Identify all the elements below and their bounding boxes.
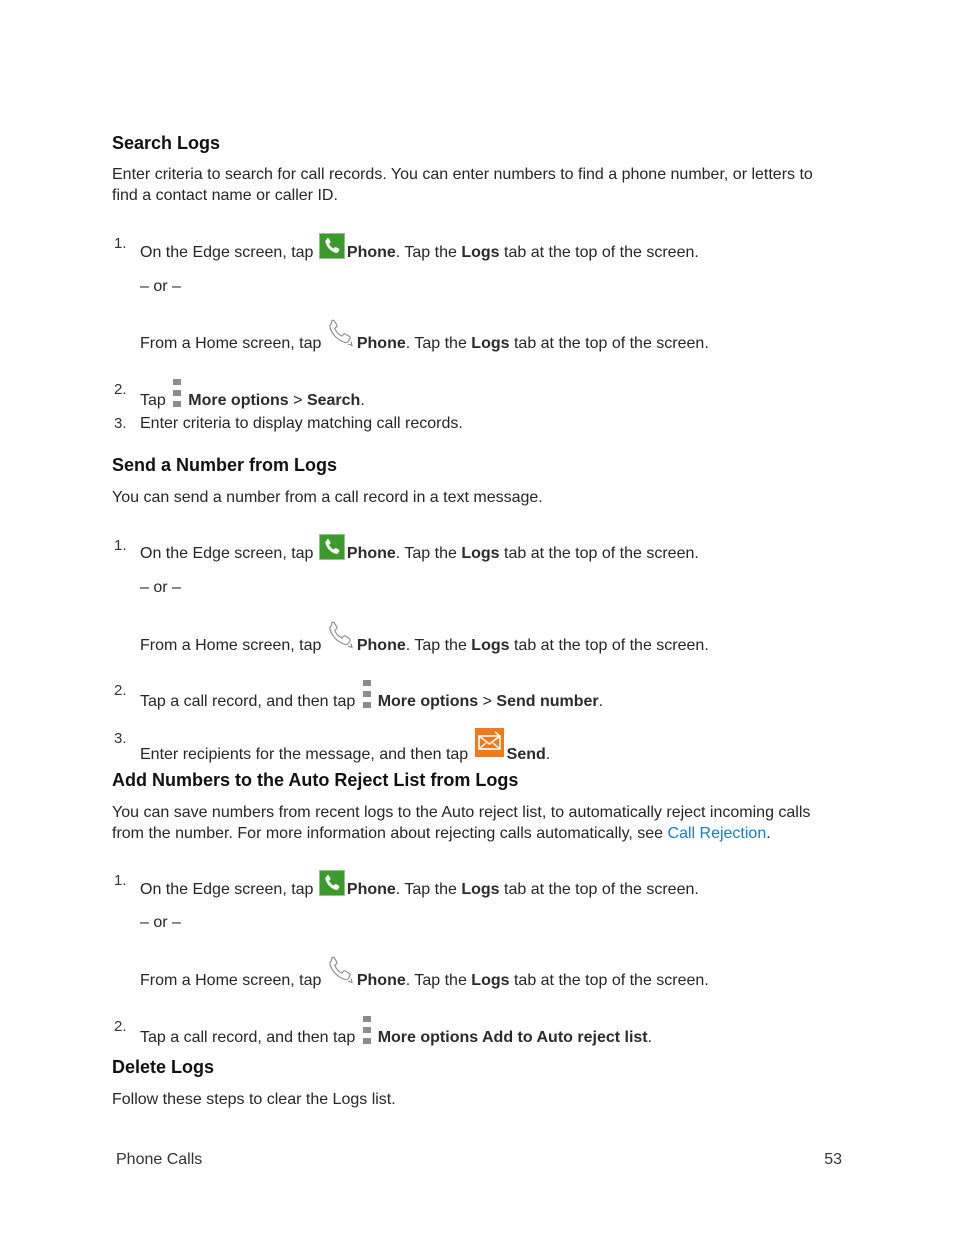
phone-outline-icon: [327, 318, 355, 348]
send-step-1-alt: [140, 620, 709, 656]
step-text: tab at the top of the screen.: [513, 972, 709, 989]
call-rejection-link[interactable]: Call Rejection: [667, 825, 767, 842]
logs-label: Logs: [461, 881, 500, 898]
auto-reject-intro: [112, 802, 842, 844]
or-separator: – or –: [140, 579, 181, 596]
footer-page-number: 53: [824, 1151, 842, 1168]
step-text: On the Edge screen, tap: [140, 244, 314, 261]
separator: >: [293, 392, 303, 409]
step-text: . Tap the: [405, 335, 467, 352]
step-number: 2.: [114, 1018, 127, 1035]
search-step-3: Enter criteria to display matching call records.: [140, 415, 463, 432]
step-text: From a Home screen, tap: [140, 972, 322, 989]
phone-outline-icon: [327, 955, 355, 985]
or-separator: – or –: [140, 914, 181, 931]
step-number: 2.: [114, 682, 127, 699]
step-text: Tap a call record, and then tap: [140, 693, 356, 710]
send-message-icon: [475, 728, 504, 757]
search-step-2: [140, 379, 365, 411]
footer-section-title: Phone Calls: [116, 1151, 203, 1168]
phone-label: Phone: [346, 881, 396, 898]
logs-label: Logs: [471, 335, 510, 352]
step-text: Tap: [140, 392, 166, 409]
period: .: [360, 392, 365, 409]
send-step-3: [140, 728, 550, 765]
more-options-icon: [363, 1016, 371, 1046]
period: .: [766, 825, 771, 842]
heading-delete-logs: Delete Logs: [112, 1057, 215, 1077]
logs-label: Logs: [471, 972, 510, 989]
step-number: 2.: [114, 381, 127, 398]
step-number: 3.: [114, 730, 127, 747]
step-text: Enter recipients for the message, and then tap: [140, 746, 469, 763]
step-text: tab at the top of the screen.: [504, 881, 699, 898]
phone-outline-icon: [327, 620, 355, 650]
heading-search-logs: Search Logs: [112, 133, 221, 153]
search-step-1-alt: [140, 318, 709, 354]
period: .: [598, 693, 604, 710]
step-text: tab at the top of the screen.: [504, 244, 699, 261]
heading-auto-reject: Add Numbers to the Auto Reject List from Logs: [112, 770, 519, 790]
step-text: tab at the top of the screen.: [504, 545, 699, 562]
phone-label: Phone: [356, 637, 406, 654]
send-step-2: [140, 680, 603, 712]
step-number: 1.: [114, 872, 127, 889]
step-text: tab at the top of the screen.: [513, 637, 709, 654]
phone-app-icon: [319, 233, 345, 259]
step-text: On the Edge screen, tap: [140, 545, 314, 562]
logs-label: Logs: [471, 637, 510, 654]
send-label: Send: [506, 746, 546, 763]
step-number: 3.: [114, 415, 127, 432]
logs-label: Logs: [461, 244, 500, 261]
phone-label: Phone: [346, 545, 396, 562]
step-text: Tap a call record, and then tap: [140, 1029, 356, 1046]
send-number-intro: You can send a number from a call record in a text message.: [112, 489, 543, 506]
step-text: From a Home screen, tap: [140, 637, 322, 654]
separator: >: [482, 693, 492, 710]
step-text: tab at the top of the screen.: [513, 335, 709, 352]
intro-text: You can save numbers from recent logs to the Auto reject list, to automatically reject incoming calls from the number. For more information about rejecting calls automatically, see: [112, 804, 811, 842]
delete-logs-intro: Follow these steps to clear the Logs list.: [112, 1091, 396, 1108]
period: .: [647, 1029, 653, 1046]
phone-label: Phone: [346, 244, 396, 261]
step-text: . Tap the: [395, 545, 457, 562]
phone-app-icon: [319, 534, 345, 560]
step-text: . Tap the: [405, 637, 467, 654]
logs-label: Logs: [461, 545, 500, 562]
or-separator: – or –: [140, 278, 181, 295]
phone-label: Phone: [356, 335, 406, 352]
step-text: . Tap the: [395, 881, 457, 898]
search-label: Search: [306, 392, 361, 409]
step-number: 1.: [114, 537, 127, 554]
step-number: 1.: [114, 235, 127, 252]
reject-step-2: [140, 1016, 652, 1048]
add-to-auto-reject-label: More options Add to Auto reject list: [377, 1029, 648, 1046]
more-options-label: More options: [188, 392, 289, 409]
reject-step-1: [140, 870, 699, 900]
send-number-label: Send number: [496, 693, 599, 710]
phone-app-icon: [319, 870, 345, 896]
step-text: On the Edge screen, tap: [140, 881, 314, 898]
step-text: . Tap the: [395, 244, 457, 261]
step-text: . Tap the: [405, 972, 467, 989]
search-logs-intro: Enter criteria to search for call records. You can enter numbers to find a phone number, or letters to find a contact name or caller ID.: [112, 166, 813, 204]
search-step-1: [140, 233, 699, 263]
step-text: From a Home screen, tap: [140, 335, 322, 352]
period: .: [545, 746, 551, 763]
phone-label: Phone: [356, 972, 406, 989]
send-step-1: [140, 534, 699, 564]
heading-send-number: Send a Number from Logs: [112, 455, 338, 475]
reject-step-1-alt: [140, 955, 709, 991]
more-options-icon: [363, 680, 371, 710]
more-options-icon: [173, 379, 181, 409]
more-options-label: More options: [377, 693, 479, 710]
